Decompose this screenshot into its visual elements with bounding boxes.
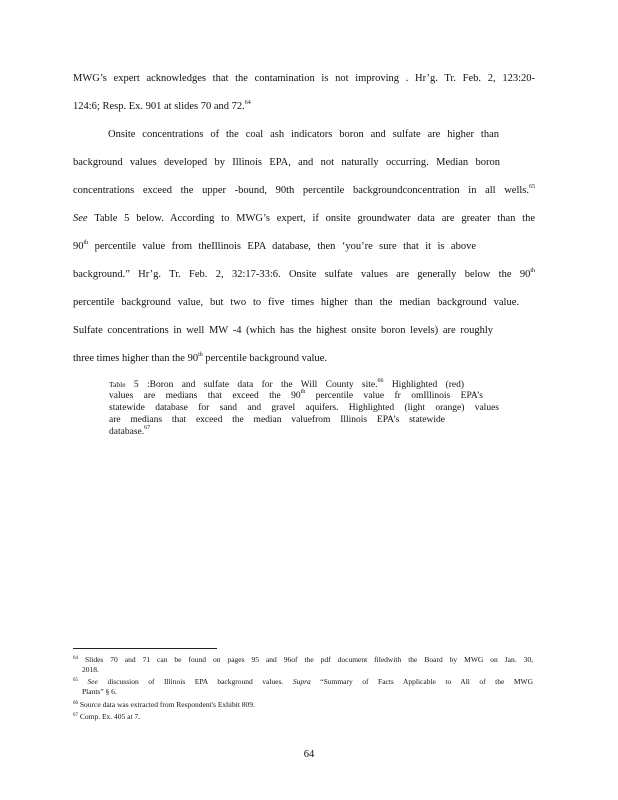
footnote-ref-66: 66 <box>377 378 384 384</box>
page-number: 64 <box>303 749 315 760</box>
body-line-3: Onsite concentrations of the coal ash indicators boron and sulfate are higher than <box>108 129 499 140</box>
caption-line-2: values are medians that exceed the 90th percentile value fr omIllinois EPA’s <box>109 389 484 401</box>
footnote-65: $^{65}$ See discussion of Illinois EPA background values. Supra “Summary of Facts Applicable to All of the MWG <box>73 677 534 686</box>
body-line-8: background.” Hr’g. Tr. Feb. 2, 32:17-33:6. Onsite sulfate values are generally below the 90th <box>73 268 535 280</box>
caption-line-5: database.$^{67}$ <box>109 425 151 437</box>
body-line-11: three times higher than the 90th percentile background value. <box>73 352 327 364</box>
body-line-5: concentrations exceed the upper -bound, 90th percentile backgroundconcentration in all wells.$^{65}$ <box>73 184 535 196</box>
footnote-65-cont: Plants” § 6. <box>82 687 117 696</box>
footnote-ref-64: 64 <box>244 100 251 106</box>
footnote-ref-65: 65 <box>529 184 535 190</box>
body-line-1: MWG’s expert acknowledges that the contamination is not improving . Hr’g. Tr. Feb. 2, 123:20- <box>73 73 535 84</box>
body-line-2: 124:6; Resp. Ex. 901 at slides 70 and 72.64 <box>73 100 251 112</box>
footnote-67: $^{67}$ Comp. Ex. 405 at 7. <box>73 712 141 721</box>
caption-line-1: Table 5 :Boron and sulfate data for the Will County site.$^{66}$ Highlighted (red) <box>109 378 464 390</box>
footnote-66: $^{66}$ Source data was extracted from Respondent's Exhibit 809. <box>73 700 255 709</box>
footnote-separator <box>73 648 217 649</box>
body-line-4: background values developed by Illinois EPA, and not naturally occurring. Median boron <box>73 157 500 168</box>
footnote-64: $^{64}$ Slides 70 and 71 can be found on pages 95 and 96of the pdf document filedwith the Board by MWG on Jan. 30, <box>73 655 533 664</box>
body-line-7: 90th percentile value from theIllinois EPA database, then ‘you’re sure that it is above <box>73 240 476 252</box>
footnote-ref-67: 67 <box>144 425 151 431</box>
caption-line-3: statewide database for sand and gravel aquifers. Highlighted (light orange) values <box>109 403 499 413</box>
footnote-64-cont: 2018. <box>82 665 99 674</box>
body-line-9: percentile background value, but two to five times higher than the median background value. <box>73 297 519 308</box>
caption-line-4: are medians that exceed the median valuefrom Illinois EPA’s statewide <box>109 415 445 425</box>
body-line-10: Sulfate concentrations in well MW -4 (which has the highest onsite boron levels) are roughly <box>73 325 493 336</box>
body-line-6: See Table 5 below. According to MWG’s expert, if onsite groundwater data are greater than the <box>73 213 535 224</box>
